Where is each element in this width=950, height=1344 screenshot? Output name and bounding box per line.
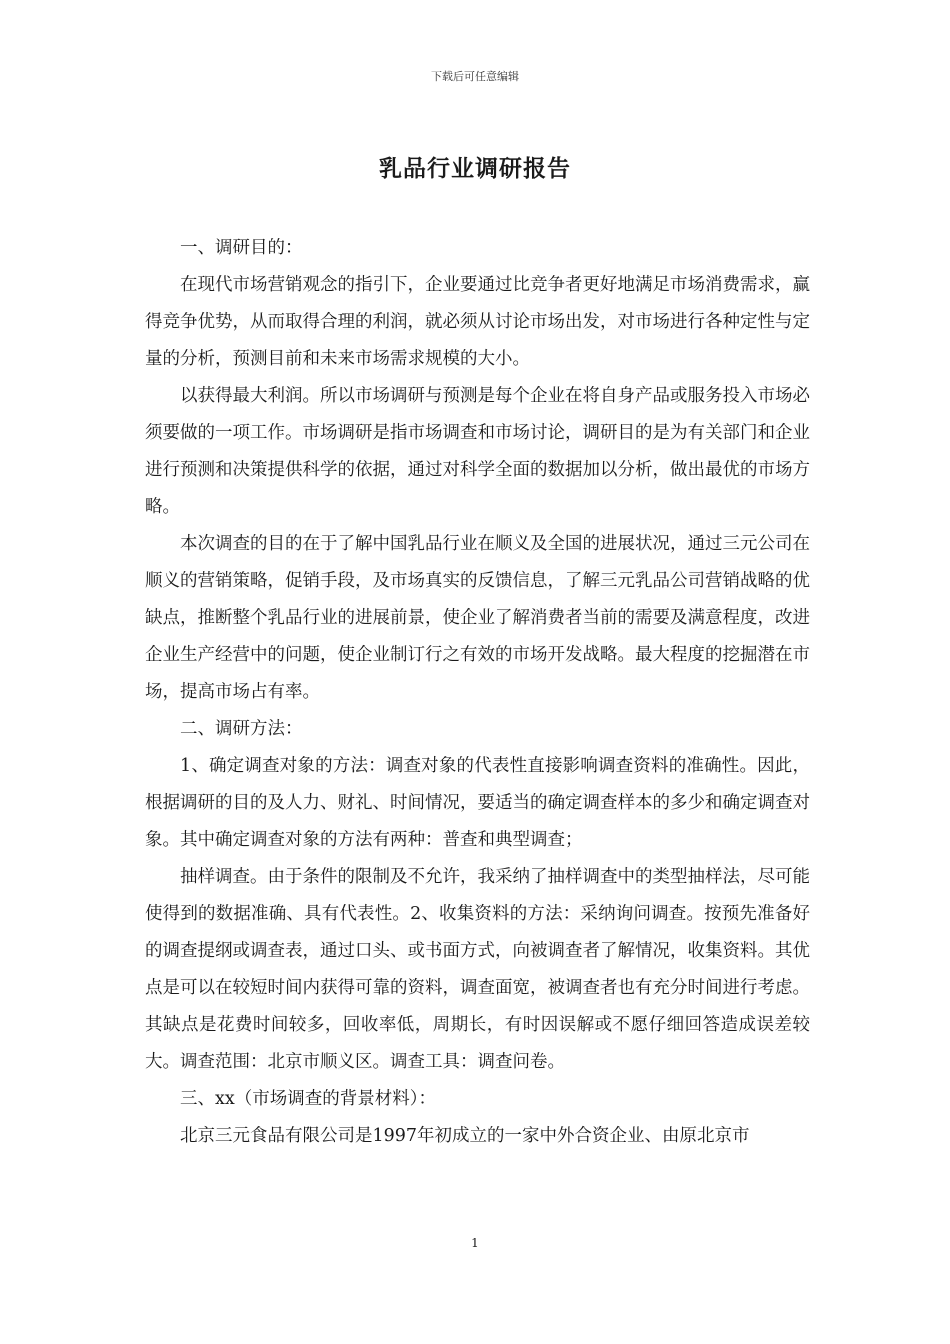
paragraph: 本次调查的目的在于了解中国乳品行业在顺义及全国的进展状况，通过三元公司在顺义的营销策略，促销手段，及市场真实的反馈信息，了解三元乳品公司营销战略的优缺点，推断整个乳品行业的进展前景，使企业了解消费者当前的需要及满意程度，改进企业生产经营中的问题，使企业制订行之有效的市场开发战略。最大程度的挖掘潜在市场，提高市场占有率。 (145, 534, 810, 702)
section-heading-purpose: 一、调研目的： (180, 238, 303, 258)
paragraph: 1、确定调查对象的方法：调查对象的代表性直接影响调查资料的准确性。因此，根据调研的目的及人力、财礼、时间情况，要适当的确定调查样本的多少和确定调查对象。其中确定调查对象的方法有两种：普查和典型调查； (145, 756, 810, 850)
document-title: 乳品行业调研报告 (379, 155, 571, 182)
page-number: 1 (471, 1236, 479, 1250)
section-heading-method: 二、调研方法： (180, 719, 303, 739)
paragraph: 在现代市场营销观念的指引下，企业要通过比竞争者更好地满足市场消费需求，赢得竞争优势，从而取得合理的利润，就必须从讨论市场出发，对市场进行各种定性与定量的分析，预测目前和未来市场需求规模的大小。 (145, 275, 810, 369)
paragraph: 北京三元食品有限公司是1997年初成立的一家中外合资企业、由原北京市 (180, 1126, 750, 1146)
header-note: 下载后可任意编辑 (431, 70, 519, 83)
paragraph: 抽样调查。由于条件的限制及不允许，我采纳了抽样调查中的类型抽样法，尽可能使得到的数据准确、具有代表性。2、收集资料的方法：采纳询问调查。按预先准备好的调查提纲或调查表，通过口头、或书面方式，向被调查者了解情况，收集资料。其优点是可以在较短时间内获得可靠的资料，调查面宽，被调查者也有充分时间进行考虑。其缺点是花费时间较多，回收率低，周期长，有时因误解或不愿仔细回答造成误差较大。调查范围：北京市顺义区。调查工具：调查问卷。 (145, 867, 810, 1072)
document-body (145, 230, 810, 1155)
section-heading-background: 三、xx（市场调查的背景材料）： (180, 1089, 436, 1109)
paragraph: 以获得最大利润。所以市场调研与预测是每个企业在将自身产品或服务投入市场必须要做的一项工作。市场调研是指市场调查和市场讨论，调研目的是为有关部门和企业进行预测和决策提供科学的依据，通过对科学全面的数据加以分析，做出最优的市场方略。 (145, 386, 810, 517)
